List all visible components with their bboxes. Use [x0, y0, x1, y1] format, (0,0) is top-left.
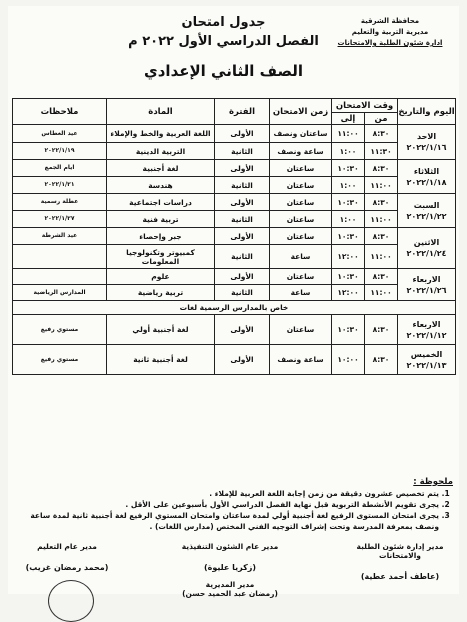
- page-title: جدول امتحان: [181, 15, 266, 30]
- schedule-table: [12, 98, 456, 375]
- duration: ساعتان: [270, 315, 332, 345]
- signature-block: [345, 542, 455, 581]
- authority-block: [325, 16, 455, 49]
- duration: ساعتان: [270, 194, 332, 211]
- period: الثانية: [215, 245, 270, 269]
- time-from: ٨:٣٠: [365, 125, 398, 143]
- subject: كمبيوتر وتكنولوجيا المعلومات: [107, 245, 215, 269]
- notes-title: ملحوظة :: [413, 477, 453, 487]
- duration: ساعة ونصف: [270, 345, 332, 375]
- subject: اللغة العربية والخط والإملاء: [107, 125, 215, 143]
- time-to: ١٢:٠٠: [332, 285, 365, 301]
- time-from: ١١:٣٠: [365, 143, 398, 160]
- period: الأولى: [215, 160, 270, 177]
- duration: ساعتان: [270, 177, 332, 194]
- day-name: الاربعاء: [412, 319, 441, 329]
- day-cell: [398, 160, 456, 194]
- col-header-from: من: [365, 113, 398, 125]
- grade-title: الصف الثاني الإعدادي: [143, 62, 303, 80]
- notes-section: [14, 477, 453, 532]
- time-to: ١٠:٣٠: [332, 194, 365, 211]
- day-cell: [398, 315, 456, 345]
- subject: تربية فنية: [107, 211, 215, 228]
- note: مستوي رفيع: [13, 315, 107, 345]
- note: [13, 269, 107, 285]
- exam-schedule-page: [8, 6, 459, 598]
- time-from: ٨:٣٠: [365, 160, 398, 177]
- term-title: الفصل الدراسي الأول ٢٠٢٢ م: [128, 34, 319, 49]
- time-from: ٨:٣٠: [365, 345, 398, 375]
- period: الأولى: [215, 228, 270, 245]
- time-from: ٨:٣٠: [365, 269, 398, 285]
- time-from: ١١:٠٠: [365, 285, 398, 301]
- time-to: ١٠:٣٠: [332, 269, 365, 285]
- col-header-day: اليوم والتاريخ: [398, 99, 456, 125]
- period: الأولى: [215, 269, 270, 285]
- day-name: السبت: [413, 200, 440, 210]
- signature-name: (زكريا عليوة): [203, 563, 257, 572]
- section-label: خاص بالمدارس الرسمية لغات: [13, 301, 456, 315]
- subject: جبر وإحصاء: [107, 228, 215, 245]
- duration: ساعة: [270, 285, 332, 301]
- note-item: 1. يتم تخصيص عشرون دقيقة من زمن إجابة اللغة العربية للإملاء .: [14, 488, 439, 499]
- subject: التربية الدينية: [107, 143, 215, 160]
- signature-name: (رمضان عبد الحميد حسن): [182, 589, 278, 598]
- governorate-label: محافظة الشرقية: [360, 17, 420, 25]
- directorate-label: مديرية التربية والتعليم: [351, 28, 429, 36]
- time-from: ٨:٣٠: [365, 194, 398, 211]
- time-to: ١٠:٣٠: [332, 315, 365, 345]
- note-item: 3. يجرى امتحان المستوى الرفيع لغة أجنبية أولي لمدة ساعتان وامتحان المستوي الرفيع لغة أجنبية ثانية لمدة ساعة ونصف بمعرفة المدرسة وتحت إشراف التوجيه الفني المختص (مدارس اللغات) .: [14, 510, 439, 532]
- note: مستوي رفيع: [13, 345, 107, 375]
- subject: لغة أجنبية ثانية: [107, 345, 215, 375]
- day-name: الخميس: [410, 349, 443, 359]
- schedule-body: [13, 125, 456, 375]
- period: الثانية: [215, 177, 270, 194]
- period: الأولى: [215, 194, 270, 211]
- col-header-to: إلى: [332, 113, 365, 125]
- period: الثانية: [215, 143, 270, 160]
- note-item: 2. يجرى تقويم الأنشطة التربوية قبل نهاية الفصل الدراسي الأول بأسبوعين على الأقل .: [14, 499, 439, 510]
- day-cell: [398, 269, 456, 301]
- note: ٢٠٢٢/١/٢٧: [13, 211, 107, 228]
- day-cell: [398, 228, 456, 269]
- day-name: الثلاثاء: [413, 166, 440, 176]
- signature-role: مدير عام التعليم: [37, 542, 97, 551]
- note: عيد الشرطة: [13, 228, 107, 245]
- col-header-time: وقت الامتحان: [332, 99, 398, 113]
- duration: ساعتان ونصف: [270, 125, 332, 143]
- subject: هندسة: [107, 177, 215, 194]
- day-name: الاربعاء: [412, 274, 441, 284]
- signature-block: [175, 542, 285, 598]
- signature-role: مدير إدارة شئون الطلبة والامتحانات: [356, 542, 444, 560]
- col-header-subject: المادة: [107, 99, 215, 125]
- subject: لغة أجنبية أولي: [107, 315, 215, 345]
- day-date: ٢٠٢٢/١/١٣: [406, 360, 447, 370]
- duration: ساعتان: [270, 228, 332, 245]
- day-date: ٢٠٢٢/١/١٨: [406, 177, 447, 187]
- period: الثانية: [215, 211, 270, 228]
- subject: دراسات اجتماعية: [107, 194, 215, 211]
- day-date: ٢٠٢٢/١/١٢: [406, 330, 447, 340]
- note: ٢٠٢٢/١/١٩: [13, 143, 107, 160]
- signature-block: [12, 542, 122, 572]
- note: [13, 245, 107, 269]
- duration: ساعة: [270, 245, 332, 269]
- time-to: ١١:٠٠: [332, 125, 365, 143]
- time-from: ١١:٠٠: [365, 177, 398, 194]
- note: ايام الجمع: [13, 160, 107, 177]
- time-from: ١١:٠٠: [365, 211, 398, 228]
- time-from: ١١:٠٠: [365, 245, 398, 269]
- notes-list: [14, 488, 453, 532]
- day-cell: [398, 194, 456, 228]
- time-to: ١:٠٠: [332, 177, 365, 194]
- signature-role: مدير عام الشئون التنفيذية: [181, 542, 279, 551]
- day-date: ٢٠٢٢/١/١٦: [406, 143, 447, 152]
- period: الأولى: [215, 345, 270, 375]
- col-header-period: الفترة: [215, 99, 270, 125]
- title-block: [128, 14, 319, 84]
- period: الثانية: [215, 285, 270, 301]
- signature-name: (عاطف أحمد عطية): [360, 572, 440, 581]
- col-header-notes: ملاحظات: [13, 99, 107, 125]
- col-header-duration: زمن الامتحان: [270, 99, 332, 125]
- time-to: ١:٠٠: [332, 211, 365, 228]
- day-cell: [398, 125, 456, 160]
- official-seal-icon: [48, 580, 94, 622]
- day-name: الاثنين: [413, 238, 440, 247]
- duration: ساعتان: [270, 211, 332, 228]
- day-date: ٢٠٢٢/١/٢٦: [406, 285, 447, 295]
- note: عطلة رسمية: [13, 194, 107, 211]
- note: ٢٠٢٢/١/٢١: [13, 177, 107, 194]
- duration: ساعة ونصف: [270, 143, 332, 160]
- time-from: ٨:٣٠: [365, 315, 398, 345]
- time-to: ١٠:٠٠: [332, 345, 365, 375]
- subject: علوم: [107, 269, 215, 285]
- time-to: ١:٠٠: [332, 143, 365, 160]
- period: الأولى: [215, 315, 270, 345]
- time-to: ١٢:٠٠: [332, 245, 365, 269]
- department-label: ادارة شئون الطلبة والامتحانات: [337, 39, 443, 47]
- header: [8, 6, 459, 98]
- duration: ساعتان: [270, 160, 332, 177]
- duration: ساعتان: [270, 269, 332, 285]
- time-from: ٨:٣٠: [365, 228, 398, 245]
- signature-role: مدير المديرية: [205, 580, 255, 589]
- time-to: ١٠:٣٠: [332, 160, 365, 177]
- time-to: ١٠:٣٠: [332, 228, 365, 245]
- note: المدارس الرياضية: [13, 285, 107, 301]
- period: الأولى: [215, 125, 270, 143]
- day-name: الاحد: [416, 132, 437, 141]
- subject: لغة أجنبية: [107, 160, 215, 177]
- day-date: ٢٠٢٢/١/٢٤: [406, 249, 447, 258]
- signatures: [12, 542, 455, 598]
- note: عيد الغطاس: [13, 125, 107, 143]
- signature-name: (محمد رمضان غريب): [25, 563, 109, 572]
- subject: تربية رياضية: [107, 285, 215, 301]
- day-date: ٢٠٢٢/١/٢٢: [406, 211, 447, 221]
- day-cell: [398, 345, 456, 375]
